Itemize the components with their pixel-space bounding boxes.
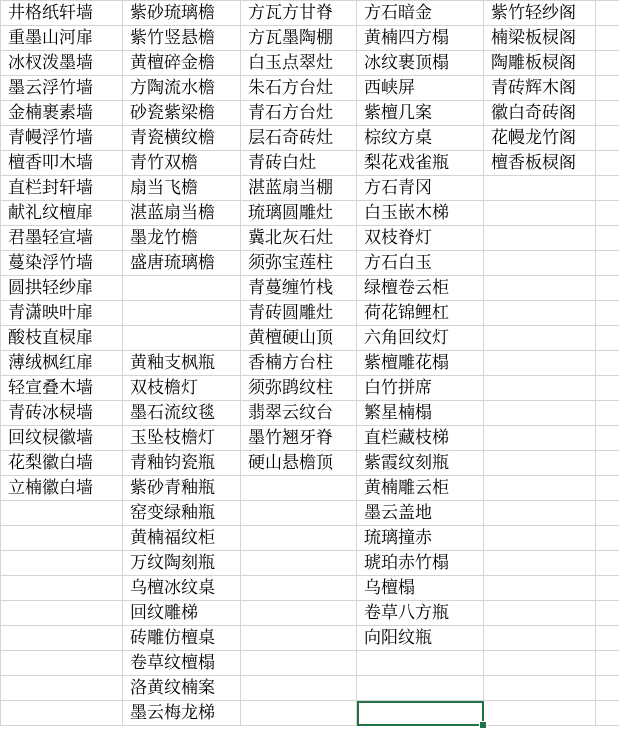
sheet-row [1,576,619,601]
sheet-cell[interactable] [123,276,241,301]
sheet-cell[interactable]: 六角回纹灯 [357,326,484,351]
sheet-cell[interactable] [484,451,596,476]
sheet-cell[interactable]: 徽白奇砖阁 [484,101,596,126]
sheet-cell[interactable]: 方瓦方甘脊 [241,1,357,26]
sheet-cell[interactable]: 棕纹方桌 [357,126,484,151]
sheet-cell[interactable] [123,301,241,326]
sheet-cell[interactable]: 翡翠云纹台 [241,401,357,426]
sheet-cell[interactable] [484,401,596,426]
sheet-cell[interactable] [241,701,357,726]
sheet-row [1,176,619,201]
sheet-cell[interactable] [484,251,596,276]
sheet-cell[interactable]: 白玉嵌木梯 [357,201,484,226]
sheet-cell[interactable] [596,201,619,226]
sheet-row [1,1,619,26]
sheet-row [1,226,619,251]
sheet-cell[interactable]: 繁星楠榻 [357,401,484,426]
sheet-row [1,301,619,326]
sheet-cell[interactable]: 墨竹翘牙脊 [241,426,357,451]
sheet-cell[interactable]: 金楠裹素墙 [1,101,123,126]
sheet-cell[interactable] [596,526,619,551]
sheet-cell[interactable]: 冰杈泼墨墙 [1,51,123,76]
sheet-cell[interactable]: 湛蓝扇当棚 [241,176,357,201]
sheet-cell[interactable]: 重墨山河扉 [1,26,123,51]
sheet-row [1,476,619,501]
sheet-cell[interactable] [484,626,596,651]
sheet-row [1,126,619,151]
sheet-cell[interactable]: 圆拱轻纱扉 [1,276,123,301]
sheet-cell[interactable] [241,526,357,551]
sheet-cell[interactable] [484,501,596,526]
sheet-cell[interactable] [1,501,123,526]
sheet-cell[interactable]: 直栏封轩墙 [1,176,123,201]
sheet-cell[interactable]: 墨云盖地 [357,501,484,526]
sheet-cell[interactable]: 直栏藏枝梯 [357,426,484,451]
sheet-cell[interactable] [596,551,619,576]
sheet-cell[interactable]: 层石奇砖灶 [241,126,357,151]
sheet-cell[interactable]: 楠梁板棂阁 [484,26,596,51]
sheet-cell[interactable]: 黄檀硬山顶 [241,326,357,351]
sheet-cell[interactable]: 轻宣叠木墙 [1,376,123,401]
sheet-row [1,551,619,576]
sheet-cell[interactable] [596,276,619,301]
sheet-row [1,376,619,401]
sheet-row [1,701,619,726]
sheet-cell[interactable]: 冰纹裹顶榻 [357,51,484,76]
sheet-row [1,451,619,476]
sheet-cell[interactable] [241,501,357,526]
sheet-cell[interactable] [596,701,619,726]
sheet-cell[interactable] [596,376,619,401]
sheet-cell[interactable]: 白竹拼席 [357,376,484,401]
sheet-cell[interactable] [484,551,596,576]
sheet-cell[interactable]: 檀香叩木墙 [1,151,123,176]
sheet-cell[interactable] [1,601,123,626]
sheet-cell[interactable]: 砂瓷紫梁檐 [123,101,241,126]
sheet-cell[interactable] [241,601,357,626]
sheet-cell[interactable]: 乌檀冰纹桌 [123,576,241,601]
sheet-row [1,676,619,701]
sheet-cell[interactable] [1,676,123,701]
sheet-cell[interactable] [241,576,357,601]
sheet-cell[interactable] [241,676,357,701]
sheet-row [1,401,619,426]
sheet-cell[interactable]: 檀香板棂阁 [484,151,596,176]
sheet-cell[interactable] [484,301,596,326]
sheet-cell[interactable]: 紫砂琉璃檐 [123,1,241,26]
sheet-cell[interactable]: 花幔龙竹阁 [484,126,596,151]
sheet-cell[interactable]: 黄楠福纹柜 [123,526,241,551]
sheet-cell[interactable] [357,651,484,676]
sheet-cell[interactable] [596,1,619,26]
sheet-cell[interactable]: 紫檀雕花榻 [357,351,484,376]
sheet-cell[interactable]: 青幔浮竹墙 [1,126,123,151]
sheet-cell[interactable]: 黄楠雕云柜 [357,476,484,501]
sheet-cell[interactable]: 砖雕仿檀桌 [123,626,241,651]
grid-body [1,1,619,726]
sheet-cell[interactable]: 方陶流水檐 [123,76,241,101]
sheet-row [1,201,619,226]
sheet-cell[interactable]: 乌檀榻 [357,576,484,601]
sheet-cell[interactable] [596,351,619,376]
sheet-cell[interactable]: 荷花锦鲤杠 [357,301,484,326]
sheet-cell[interactable]: 双枝脊灯 [357,226,484,251]
sheet-cell[interactable]: 花梨徽白墙 [1,451,123,476]
sheet-row [1,276,619,301]
sheet-cell[interactable] [596,501,619,526]
sheet-cell[interactable] [484,276,596,301]
sheet-cell[interactable]: 薄绒枫红扉 [1,351,123,376]
sheet-cell[interactable]: 琉璃撞赤 [357,526,484,551]
sheet-row [1,251,619,276]
sheet-row [1,76,619,101]
sheet-cell[interactable] [596,126,619,151]
sheet-cell[interactable] [484,426,596,451]
sheet-cell[interactable]: 扇当飞檐 [123,176,241,201]
sheet-cell[interactable] [596,626,619,651]
sheet-cell[interactable]: 硬山悬檐顶 [241,451,357,476]
sheet-cell[interactable]: 墨云浮竹墙 [1,76,123,101]
sheet-row [1,351,619,376]
sheet-cell[interactable]: 墨云梅龙梯 [123,701,241,726]
sheet-cell[interactable]: 绿檀卷云柜 [357,276,484,301]
sheet-cell[interactable]: 墨石流纹毯 [123,401,241,426]
sheet-cell[interactable] [1,576,123,601]
sheet-cell[interactable]: 须弥宝莲柱 [241,251,357,276]
sheet-cell[interactable] [596,251,619,276]
sheet-cell[interactable]: 卷草纹檀榻 [123,651,241,676]
sheet-cell[interactable] [596,576,619,601]
sheet-row [1,601,619,626]
sheet-cell[interactable] [596,401,619,426]
sheet-cell[interactable] [596,101,619,126]
sheet-cell[interactable] [596,676,619,701]
sheet-cell[interactable]: 青砖冰棂墙 [1,401,123,426]
sheet-cell[interactable]: 玉坠枝檐灯 [123,426,241,451]
sheet-cell[interactable]: 方石青冈 [357,176,484,201]
sheet-cell[interactable] [1,626,123,651]
sheet-cell[interactable] [596,301,619,326]
sheet-row [1,526,619,551]
sheet-cell[interactable] [596,26,619,51]
sheet-cell[interactable]: 方瓦墨陶棚 [241,26,357,51]
sheet-cell[interactable] [1,551,123,576]
sheet-cell[interactable] [484,526,596,551]
sheet-cell[interactable] [241,651,357,676]
sheet-cell[interactable]: 向阳纹瓶 [357,626,484,651]
sheet-cell[interactable]: 立楠徽白墙 [1,476,123,501]
sheet-cell[interactable]: 紫竹轻纱阁 [484,1,596,26]
sheet-cell[interactable]: 陶雕板棂阁 [484,51,596,76]
sheet-cell[interactable]: 青潇映叶扉 [1,301,123,326]
sheet-cell[interactable] [484,176,596,201]
sheet-cell[interactable] [241,476,357,501]
sheet-cell[interactable] [484,701,596,726]
sheet-cell[interactable]: 窑变绿釉瓶 [123,501,241,526]
sheet-cell[interactable] [484,201,596,226]
sheet-cell[interactable]: 酸枝直棂扉 [1,326,123,351]
sheet-cell[interactable] [596,76,619,101]
sheet-cell[interactable]: 琉璃圆雕灶 [241,201,357,226]
sheet-cell[interactable] [484,676,596,701]
sheet-cell[interactable] [596,176,619,201]
sheet-cell[interactable] [484,226,596,251]
sheet-cell[interactable]: 黄釉支枫瓶 [123,351,241,376]
sheet-cell[interactable] [357,676,484,701]
sheet-row [1,426,619,451]
selected-cell[interactable] [357,701,484,726]
sheet-row [1,101,619,126]
sheet-cell[interactable]: 湛蓝扇当檐 [123,201,241,226]
sheet-cell[interactable] [1,701,123,726]
sheet-cell[interactable] [596,426,619,451]
sheet-cell[interactable] [596,601,619,626]
sheet-cell[interactable] [596,476,619,501]
sheet-cell[interactable]: 青砖辉木阁 [484,76,596,101]
sheet-cell[interactable]: 梨花戏雀瓶 [357,151,484,176]
sheet-cell[interactable]: 青竹双檐 [123,151,241,176]
sheet-cell[interactable]: 万纹陶刻瓶 [123,551,241,576]
sheet-cell[interactable]: 回纹雕梯 [123,601,241,626]
fill-handle[interactable] [479,721,487,729]
sheet-cell[interactable] [596,226,619,251]
sheet-cell[interactable]: 双枝檐灯 [123,376,241,401]
sheet-cell[interactable] [484,326,596,351]
sheet-cell[interactable] [1,526,123,551]
sheet-cell[interactable] [1,651,123,676]
sheet-row [1,326,619,351]
sheet-cell[interactable]: 青石方台灶 [241,101,357,126]
sheet-cell[interactable]: 青砖圆雕灶 [241,301,357,326]
sheet-cell[interactable]: 青釉钧瓷瓶 [123,451,241,476]
sheet-cell[interactable]: 紫霞纹刻瓶 [357,451,484,476]
sheet-cell[interactable] [484,601,596,626]
sheet-cell[interactable] [484,651,596,676]
sheet-cell[interactable] [484,376,596,401]
sheet-cell[interactable]: 黄楠四方榻 [357,26,484,51]
sheet-cell[interactable]: 紫竹竖悬檐 [123,26,241,51]
sheet-cell[interactable] [596,151,619,176]
sheet-cell[interactable]: 方石白玉 [357,251,484,276]
sheet-cell[interactable]: 紫砂青釉瓶 [123,476,241,501]
sheet-cell[interactable]: 青瓷横纹檐 [123,126,241,151]
sheet-cell[interactable] [123,326,241,351]
sheet-cell[interactable]: 墨龙竹檐 [123,226,241,251]
sheet-cell[interactable]: 冀北灰石灶 [241,226,357,251]
sheet-cell[interactable]: 黄檀碎金檐 [123,51,241,76]
sheet-cell[interactable] [484,351,596,376]
sheet-cell[interactable]: 方石暗金 [357,1,484,26]
sheet-cell[interactable]: 卷草八方瓶 [357,601,484,626]
sheet-cell[interactable]: 朱石方台灶 [241,76,357,101]
sheet-cell[interactable] [596,51,619,76]
sheet-cell[interactable] [484,476,596,501]
sheet-cell[interactable] [241,551,357,576]
sheet-row [1,501,619,526]
sheet-cell[interactable]: 献礼纹檀扉 [1,201,123,226]
sheet-row [1,651,619,676]
sheet-cell[interactable]: 蔓染浮竹墙 [1,251,123,276]
sheet-row [1,26,619,51]
sheet-cell[interactable] [241,626,357,651]
sheet-cell[interactable]: 香楠方台柱 [241,351,357,376]
sheet-cell[interactable] [596,326,619,351]
sheet-cell[interactable]: 盛唐琉璃檐 [123,251,241,276]
sheet-cell[interactable]: 琥珀赤竹榻 [357,551,484,576]
sheet-cell[interactable]: 青砖白灶 [241,151,357,176]
sheet-cell[interactable]: 君墨轻宣墙 [1,226,123,251]
sheet-cell[interactable]: 青蔓缠竹栈 [241,276,357,301]
sheet-cell[interactable]: 须弥鹍纹柱 [241,376,357,401]
sheet-row [1,626,619,651]
sheet-row [1,51,619,76]
sheet-cell[interactable]: 白玉点翠灶 [241,51,357,76]
sheet-cell[interactable] [484,576,596,601]
sheet-cell[interactable]: 洛黄纹楠案 [123,676,241,701]
sheet-cell[interactable]: 紫檀几案 [357,101,484,126]
sheet-row [1,151,619,176]
sheet-cell[interactable]: 西峡屏 [357,76,484,101]
sheet-cell[interactable] [596,451,619,476]
sheet-cell[interactable]: 回纹棂徽墙 [1,426,123,451]
sheet-cell[interactable]: 井格纸轩墙 [1,1,123,26]
sheet-cell[interactable] [596,651,619,676]
